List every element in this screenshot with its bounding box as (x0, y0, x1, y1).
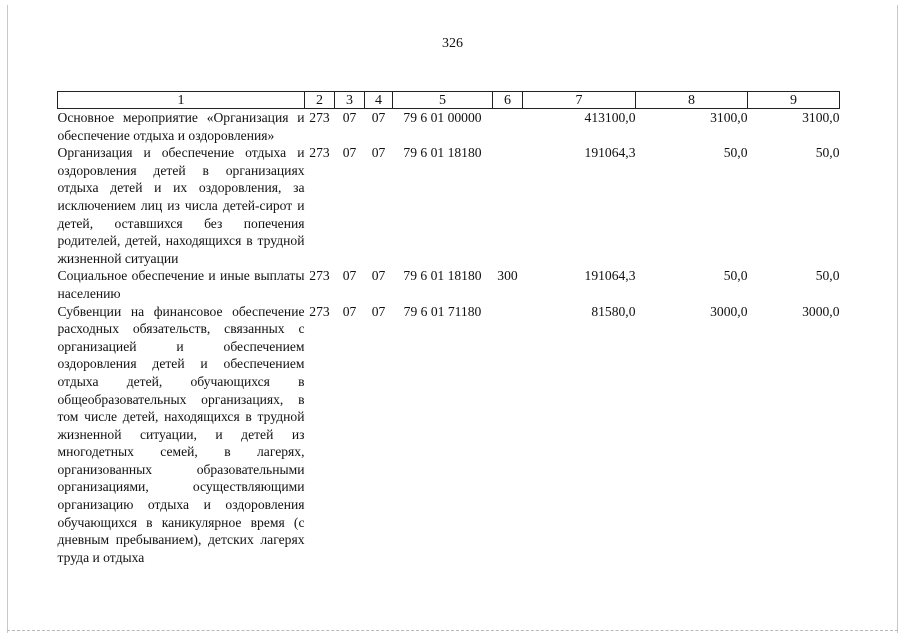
header-col-9: 9 (748, 92, 840, 109)
header-col-2: 2 (305, 92, 335, 109)
cell-section: 07 (342, 110, 357, 125)
cell-amount-9: 3000,0 (802, 303, 840, 319)
header-col-5: 5 (393, 92, 493, 109)
cell-expense-type (493, 109, 523, 145)
cell-amount-7: 81580,0 (591, 303, 636, 319)
page-number: 326 (442, 36, 463, 51)
table-row (58, 109, 840, 145)
header-col-8: 8 (636, 92, 748, 109)
row-name: Основное мероприятие «Организация и обеспечение отдыха и оздоровления» (57, 110, 305, 143)
cell-subsection: 07 (371, 145, 386, 161)
cell-expense-type: 300 (497, 268, 518, 284)
cell-subsection: 07 (371, 110, 386, 125)
cell-amount-8: 50,0 (723, 268, 748, 284)
header-row (58, 92, 840, 109)
cell-amount-8: 3000,0 (710, 303, 748, 319)
page-bottom-edge (7, 630, 898, 631)
cell-section: 07 (342, 268, 357, 284)
cell-subsection: 07 (371, 268, 386, 284)
cell-target-article: 79 6 01 18180 (403, 268, 482, 284)
header-col-4: 4 (365, 92, 393, 109)
cell-target-article: 79 6 01 00000 (403, 110, 482, 125)
table-row (58, 303, 840, 567)
cell-amount-8: 50,0 (723, 145, 748, 161)
header-col-6: 6 (493, 92, 523, 109)
cell-amount-7: 413100,0 (584, 110, 636, 125)
cell-ministry: 273 (309, 110, 330, 125)
cell-amount-7: 191064,3 (584, 268, 636, 284)
table-row (58, 267, 840, 302)
cell-amount-9: 50,0 (815, 145, 840, 161)
cell-target-article: 79 6 01 71180 (403, 303, 482, 319)
row-name: Социальное обеспечение и иные выплаты населению (57, 268, 305, 301)
cell-subsection: 07 (371, 303, 386, 319)
cell-target-article: 79 6 01 18180 (403, 145, 482, 161)
cell-ministry: 273 (309, 303, 330, 319)
row-name: Субвенции на финансовое обеспечение расходных обязательств, связанных с организацией и обеспечением оздоровления детей и обеспечением отдыха детей, обучающихся в общеобразовательных организациях, в том числе детей, находящихся в трудной жизненной ситуации, и детей из многодетных семей, в лагерях, организованных образовательными организациями, осуществляющими организацию отдыха и оздоровления обучающихся в каникулярное время (с дневным пребыванием), детских лагерях труда и отдыха (57, 303, 305, 565)
row-name: Организация и обеспечение отдыха и оздоровления детей в организациях отдыха детей и их оздоровления, за исключением лиц из числа детей-сирот и детей, оставшихся без попечения родителей, детей, находящихся в трудной жизненной ситуации (57, 145, 305, 266)
header-col-7: 7 (523, 92, 636, 109)
cell-ministry: 273 (309, 145, 330, 161)
header-col-1: 1 (58, 92, 305, 109)
cell-section: 07 (342, 145, 357, 161)
cell-amount-7: 191064,3 (584, 145, 636, 161)
cell-section: 07 (342, 303, 357, 319)
cell-amount-8: 3100,0 (710, 110, 748, 125)
cell-amount-9: 3100,0 (802, 110, 840, 125)
budget-table (57, 91, 840, 566)
cell-expense-type (493, 144, 523, 267)
cell-amount-9: 50,0 (815, 268, 840, 284)
cell-expense-type (493, 303, 523, 567)
header-col-3: 3 (335, 92, 365, 109)
table-row (58, 144, 840, 267)
cell-ministry: 273 (309, 268, 330, 284)
